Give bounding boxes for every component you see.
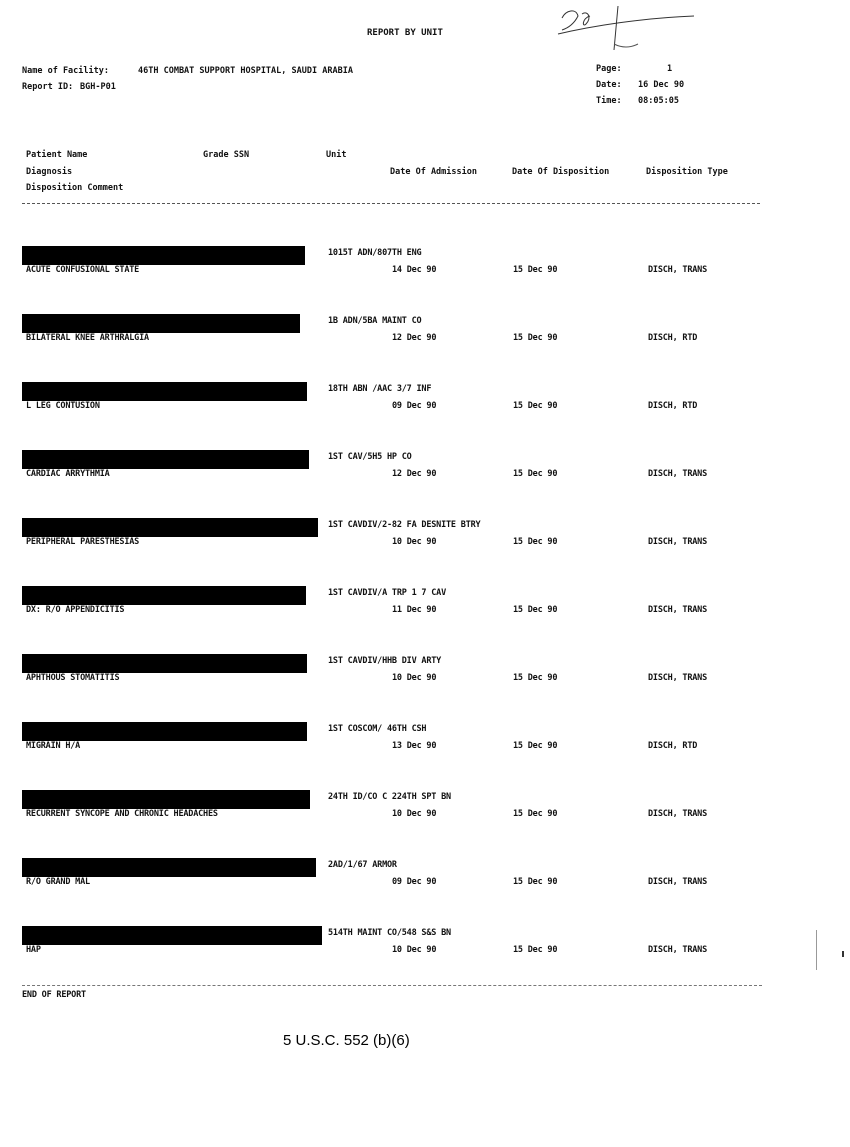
row-unit: 1B ADN/5BA MAINT CO [328, 316, 422, 326]
report-id-label: Report ID: [22, 82, 74, 92]
row-diagnosis: R/O GRAND MAL [26, 877, 90, 887]
row-diagnosis: MIGRAIN H/A [26, 741, 81, 751]
handwritten-signature [552, 4, 702, 54]
redacted-patient-name [22, 586, 306, 605]
end-of-report: END OF REPORT [22, 990, 86, 1000]
facility-label: Name of Facility: [22, 66, 109, 76]
row-date-of-disposition: 15 Dec 90 [513, 945, 558, 955]
row-date-of-admission: 10 Dec 90 [392, 945, 437, 955]
row-unit: 18TH ABN /AAC 3/7 INF [328, 384, 432, 394]
redacted-patient-name [22, 858, 316, 877]
row-diagnosis: ACUTE CONFUSIONAL STATE [26, 265, 140, 275]
redacted-patient-name [22, 654, 307, 673]
row-disposition-type: DISCH, TRANS [648, 673, 708, 683]
column-disposition-comment: Disposition Comment [26, 183, 124, 193]
row-diagnosis: CARDIAC ARRYTHMIA [26, 469, 110, 479]
time-label: Time: [596, 96, 622, 106]
row-disposition-type: DISCH, TRANS [648, 877, 708, 887]
time-value: 08:05:05 [638, 96, 679, 106]
redacted-patient-name [22, 382, 307, 401]
row-disposition-type: DISCH, TRANS [648, 265, 708, 275]
row-date-of-disposition: 15 Dec 90 [513, 741, 558, 751]
column-grade-ssn: Grade SSN [203, 150, 250, 160]
row-date-of-admission: 09 Dec 90 [392, 401, 437, 411]
row-date-of-admission: 12 Dec 90 [392, 469, 437, 479]
report-id-value: BGH-P01 [80, 82, 116, 92]
row-date-of-admission: 10 Dec 90 [392, 809, 437, 819]
date-value: 16 Dec 90 [638, 80, 685, 90]
row-date-of-admission: 10 Dec 90 [392, 673, 437, 683]
row-unit: 1ST CAVDIV/HHB DIV ARTY [328, 656, 442, 666]
row-unit: 514TH MAINT CO/548 S&S BN [328, 928, 451, 938]
row-unit: 1ST COSCOM/ 46TH CSH [328, 724, 427, 734]
row-date-of-disposition: 15 Dec 90 [513, 877, 558, 887]
row-disposition-type: DISCH, TRANS [648, 945, 708, 955]
row-unit: 1ST CAVDIV/2-82 FA DESNITE BTRY [328, 520, 481, 530]
column-date-of-admission: Date Of Admission [390, 167, 477, 177]
scan-artifact-line [816, 930, 817, 970]
row-date-of-disposition: 15 Dec 90 [513, 673, 558, 683]
row-date-of-disposition: 15 Dec 90 [513, 809, 558, 819]
row-diagnosis: PERIPHERAL PARESTHESIAS [26, 537, 140, 547]
row-date-of-disposition: 15 Dec 90 [513, 605, 558, 615]
row-date-of-admission: 14 Dec 90 [392, 265, 437, 275]
column-disposition-type: Disposition Type [646, 167, 728, 177]
row-diagnosis: RECURRENT SYNCOPE AND CHRONIC HEADACHES [26, 809, 218, 819]
redacted-patient-name [22, 246, 305, 265]
row-diagnosis: L LEG CONTUSION [26, 401, 100, 411]
row-disposition-type: DISCH, TRANS [648, 469, 708, 479]
redacted-patient-name [22, 790, 310, 809]
row-unit: 1ST CAV/5H5 HP CO [328, 452, 412, 462]
row-date-of-disposition: 15 Dec 90 [513, 401, 558, 411]
redacted-patient-name [22, 926, 322, 945]
row-diagnosis: APHTHOUS STOMATITIS [26, 673, 120, 683]
column-date-of-disposition: Date Of Disposition [512, 167, 610, 177]
row-unit: 1ST CAVDIV/A TRP 1 7 CAV [328, 588, 447, 598]
row-unit: 24TH ID/CO C 224TH SPT BN [328, 792, 451, 802]
row-date-of-admission: 11 Dec 90 [392, 605, 437, 615]
row-date-of-admission: 13 Dec 90 [392, 741, 437, 751]
row-date-of-admission: 09 Dec 90 [392, 877, 437, 887]
column-diagnosis: Diagnosis [26, 167, 73, 177]
row-date-of-disposition: 15 Dec 90 [513, 469, 558, 479]
row-disposition-type: DISCH, TRANS [648, 537, 708, 547]
row-disposition-type: DISCH, RTD [648, 401, 698, 411]
report-title: REPORT BY UNIT [367, 28, 443, 38]
row-unit: 2AD/1/67 ARMOR [328, 860, 397, 870]
row-date-of-admission: 10 Dec 90 [392, 537, 437, 547]
foia-exemption-footer: 5 U.S.C. 552 (b)(6) [283, 1032, 410, 1049]
row-unit: 1015T ADN/807TH ENG [328, 248, 422, 258]
row-date-of-disposition: 15 Dec 90 [513, 265, 558, 275]
column-unit: Unit [326, 150, 347, 160]
header-divider [22, 203, 760, 204]
page-label: Page: [596, 64, 622, 74]
footer-divider [22, 985, 762, 986]
row-diagnosis: BILATERAL KNEE ARTHRALGIA [26, 333, 149, 343]
redacted-patient-name [22, 314, 300, 333]
row-disposition-type: DISCH, RTD [648, 741, 698, 751]
row-disposition-type: DISCH, TRANS [648, 605, 708, 615]
page-value: 1 [667, 64, 673, 74]
scan-artifact-mark [842, 951, 844, 957]
column-patient-name: Patient Name [26, 150, 88, 160]
row-disposition-type: DISCH, RTD [648, 333, 698, 343]
row-diagnosis: HAP [26, 945, 41, 955]
redacted-patient-name [22, 722, 307, 741]
row-date-of-disposition: 15 Dec 90 [513, 333, 558, 343]
date-label: Date: [596, 80, 622, 90]
row-date-of-disposition: 15 Dec 90 [513, 537, 558, 547]
row-date-of-admission: 12 Dec 90 [392, 333, 437, 343]
redacted-patient-name [22, 450, 309, 469]
facility-value: 46TH COMBAT SUPPORT HOSPITAL, SAUDI ARABIA [138, 66, 353, 76]
row-diagnosis: DX: R/O APPENDICITIS [26, 605, 125, 615]
row-disposition-type: DISCH, TRANS [648, 809, 708, 819]
redacted-patient-name [22, 518, 318, 537]
